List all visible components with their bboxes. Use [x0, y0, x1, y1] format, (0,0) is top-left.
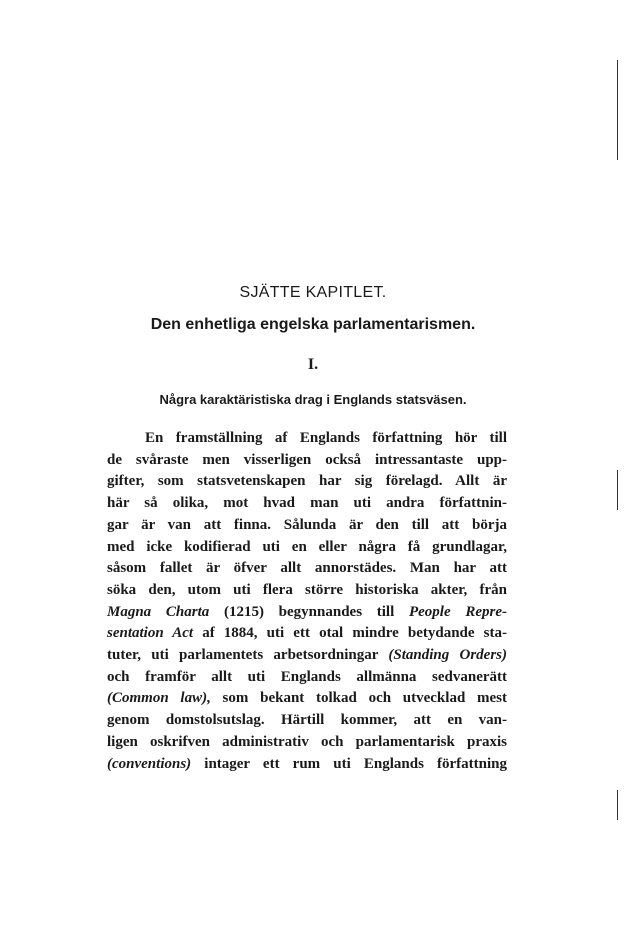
- text-segment: såsom fallet är öfver allt annorstädes. Man har att: [107, 560, 507, 577]
- italic-segment: (Common law),: [107, 690, 211, 707]
- text-line: [107, 602, 507, 624]
- text-line: [107, 645, 507, 667]
- text-segment: ligen oskrifven administrativ och parlamentarisk praxis: [107, 733, 507, 750]
- text-line: [107, 688, 507, 710]
- text-segment: här så olika, mot hvad man uti andra författnin-: [107, 495, 507, 512]
- text-segment: genom domstolsutslag. Härtill kommer, att en van-: [107, 712, 507, 729]
- chapter-subtitle: Den enhetliga engelska parlamentarismen.: [150, 316, 476, 333]
- text-line: [107, 537, 507, 559]
- text-segment: de svåraste men visserligen också intressantaste upp-: [107, 451, 507, 468]
- text-segment: gifter, som statsvetenskapen har sig förelagd. Allt är: [107, 473, 507, 490]
- scan-edge-line: [617, 60, 618, 160]
- chapter-title: SJÄTTE KAPITLET.: [239, 284, 387, 301]
- text-line: [107, 515, 507, 537]
- text-segment: En framställning af Englands författning hör till: [145, 430, 507, 446]
- text-segment: gar är van att finna. Sålunda är den till att börja: [107, 516, 507, 533]
- text-line: [107, 623, 507, 645]
- text-line: [107, 450, 507, 472]
- text-segment: som bekant tolkad och utvecklad mest: [210, 690, 507, 707]
- text-line: [107, 710, 507, 732]
- section-number: I.: [307, 356, 319, 373]
- italic-segment: Magna Charta: [107, 603, 210, 620]
- italic-segment: sentation Act: [107, 625, 194, 642]
- text-segment: tuter, uti parlamentets arbetsordningar: [107, 647, 389, 664]
- scan-edge-line: [617, 790, 618, 820]
- text-segment: af 1884, uti ett otal mindre betydande sta-: [193, 625, 507, 642]
- text-segment: söka den, utom uti flera större historiska akter, från: [107, 581, 507, 598]
- text-segment: (1215) begynnandes till: [209, 603, 409, 620]
- text-line: [107, 754, 507, 776]
- italic-segment: (conventions): [107, 755, 192, 772]
- section-heading: Några karaktäristiska drag i Englands statsväsen.: [159, 392, 467, 407]
- text-line: [107, 667, 507, 689]
- text-line: [107, 558, 507, 580]
- text-line: [107, 428, 507, 450]
- scan-edge-line: [617, 470, 618, 510]
- text-segment: med icke kodifierad uti en eller några få grundlagar,: [107, 538, 507, 555]
- text-line: [107, 493, 507, 515]
- italic-segment: (Standing Orders): [388, 647, 507, 664]
- text-line: [107, 471, 507, 493]
- body-paragraph: [107, 428, 507, 775]
- text-line: [107, 580, 507, 602]
- italic-segment: People Repre-: [408, 603, 507, 620]
- text-line: [107, 732, 507, 754]
- text-segment: och framför allt uti Englands allmänna sedvanerätt: [107, 668, 507, 685]
- text-segment: intager ett rum uti Englands författning: [191, 755, 507, 772]
